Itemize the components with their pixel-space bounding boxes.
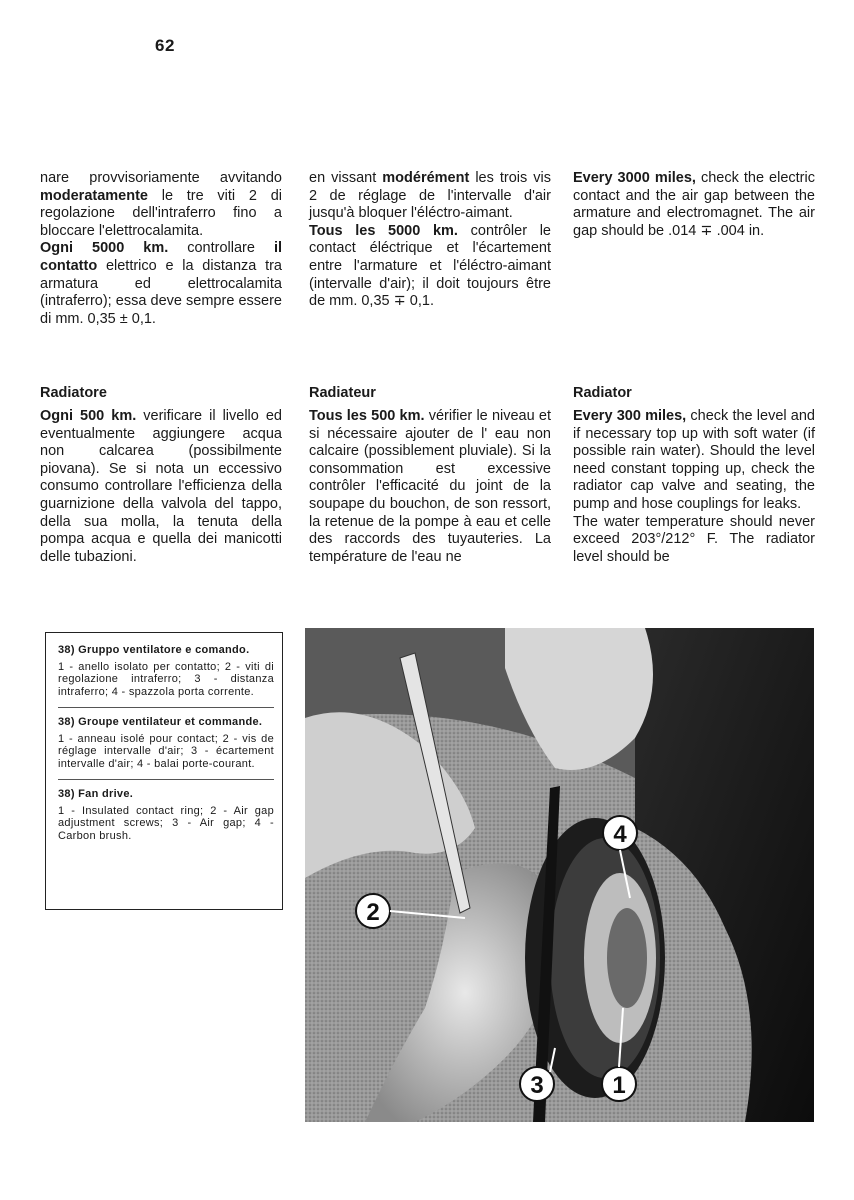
svg-text:2: 2 bbox=[366, 899, 380, 926]
caption-divider bbox=[58, 707, 274, 708]
svg-text:3: 3 bbox=[530, 1072, 544, 1099]
italian-section-heading: Radiatore bbox=[40, 385, 107, 401]
caption-italian-title: 38) Gruppo ventilatore e comando. bbox=[58, 644, 250, 656]
english-temperature-note: The water temperature should never exceed 203°/212° F. The radiator level should be bbox=[573, 513, 815, 565]
italian-paragraph-1: nare provvisoriamente avvitando moderatamente le tre viti 2 di regolazione dell'intraferro fino a bloccare l'elettrocalamita. bbox=[40, 170, 282, 239]
english-column bbox=[573, 170, 815, 240]
svg-text:1: 1 bbox=[612, 1072, 626, 1099]
caption-french-text: 1 - anneau isolé pour contact; 2 - vis de réglage intervalle d'air; 3 - écartement intervalle d'air; 4 - balai porte-courant. bbox=[58, 732, 274, 770]
italian-column bbox=[40, 170, 282, 328]
english-section-heading: Radiator bbox=[573, 385, 632, 401]
english-radiator-text: Every 300 miles, check the level and if necessary top up with soft water (if possible rain water). Should the level need constant topping up, check the radiator cap valve and seating, the pump and hose couplings for leaks. The water temperature should never exceed 203°/212° F. The radiator level should be bbox=[573, 408, 815, 565]
caption-french-title: 38) Groupe ventilateur et commande. bbox=[58, 716, 263, 728]
pulley-hub bbox=[607, 908, 647, 1008]
french-paragraph-1: en vissant modérément les trois vis 2 de réglage de l'intervalle d'air jusqu'à bloquer l'éléctro-aimant. bbox=[309, 170, 551, 222]
french-section-heading: Radiateur bbox=[309, 385, 376, 401]
fan-drive-illustration bbox=[305, 628, 814, 1122]
french-paragraph-2: Tous les 5000 km. contrôler le contact éléctrique et l'écartement entre l'armature et l'éléctro-aimant (intervalle d'air); il doit toujours être de mm. 0,35 ∓ 0,1. bbox=[309, 222, 552, 310]
caption-italian-text: 1 - anello isolato per contatto; 2 - viti di regolazione intraferro; 3 - distanza intraferro; 4 - spazzola porta corrente. bbox=[58, 660, 274, 698]
fan-drive-photo bbox=[305, 628, 814, 1122]
svg-text:4: 4 bbox=[613, 821, 627, 848]
french-column bbox=[309, 170, 551, 311]
caption-english-text: 1 - Insulated contact ring; 2 - Air gap adjustment screws; 3 - Air gap; 4 - Carbon brush. bbox=[58, 804, 274, 842]
figure-caption-box bbox=[45, 632, 283, 910]
page-number: 62 bbox=[155, 36, 175, 55]
italian-radiator-text: Ogni 500 km. verificare il livello ed eventualmente aggiungere acqua non calcarea (possibilmente piovana). Se si nota un eccessivo consumo controllare l'efficienza della guarnizione della valvola del tappo, della sua molla, la tenuta della pompa acqua e quella dei manicotti delle tubazioni. bbox=[40, 408, 282, 565]
caption-english-title: 38) Fan drive. bbox=[58, 788, 134, 800]
french-radiator-text: Tous les 500 km. vérifier le niveau et si nécessaire ajouter de l' eau non calcaire (possiblement pluviale). Si la consommation est excessive contrôler l'efficacité du joint de la soupape du bouchon, de son ressort, la retenue de la pompe à eau et celle des raccords des tuyauteries. La température de l'eau ne bbox=[309, 408, 551, 565]
english-paragraph-1: Every 3000 miles, check the electric contact and the air gap between the armature and electromagnet. The air gap should be .014 ∓ .004 in. bbox=[573, 170, 815, 239]
italian-paragraph-2: Ogni 5000 km. controllare il contatto elettrico e la distanza tra armatura ed elettrocalamita (intraferro); essa deve sempre essere di mm. 0,35 ± 0,1. bbox=[40, 240, 282, 327]
caption-divider bbox=[58, 779, 274, 780]
